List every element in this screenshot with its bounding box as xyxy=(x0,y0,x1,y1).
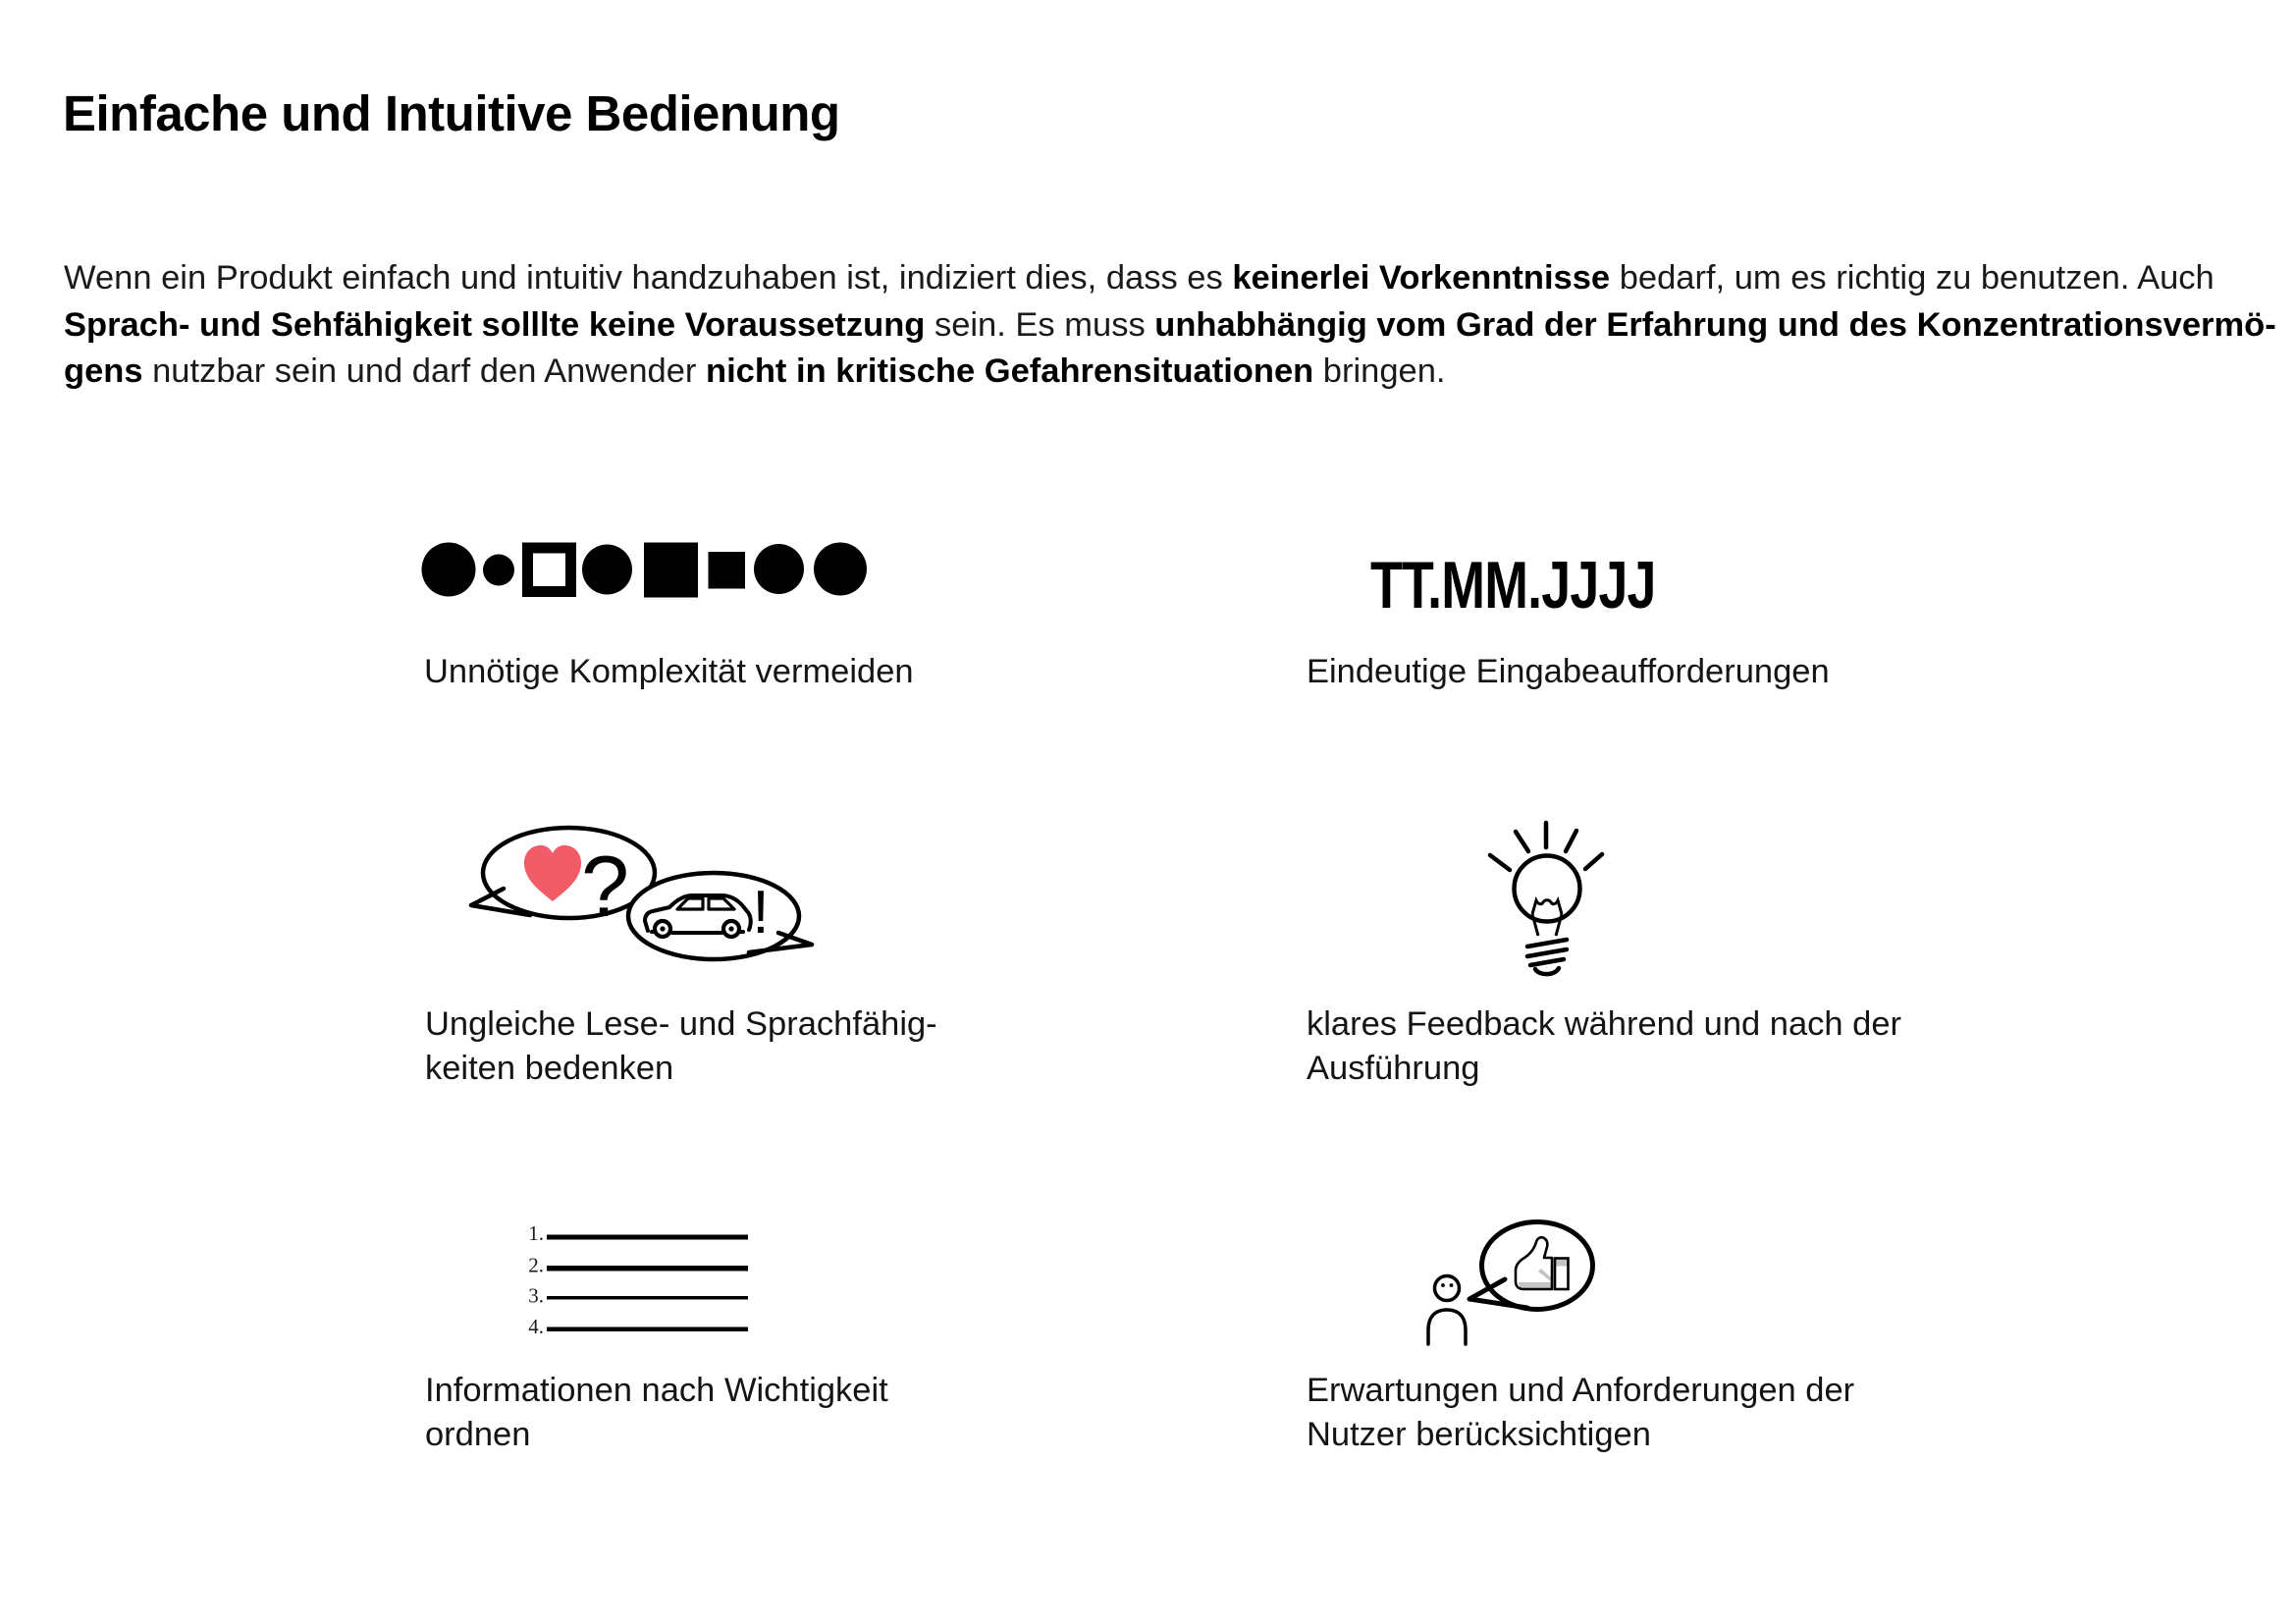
intro-line-2: Sprach- und Sehfähigkeit solllte keine Voraussetzung sein. Es muss unhabhängig vom Grad der Erfahrung und des Konzentrationsvermö- xyxy=(64,305,2276,344)
numbered-list-icon xyxy=(510,1213,761,1340)
intro-line-1: Wenn ein Produkt einfach und intuitiv handzuhaben ist, indiziert dies, dass es keinerlei Vorkenntnisse bedarf, um es richtig zu benutzen. Auch xyxy=(64,259,2215,297)
svg-text:3.: 3. xyxy=(528,1283,544,1308)
caption-priority: Informationen nach Wichtigkeit ordnen xyxy=(425,1372,888,1453)
caption-input-prompts: Eindeutige Eingabeaufforderungen xyxy=(1307,653,1830,690)
caption-feedback: klares Feedback während und nach der Ausführung xyxy=(1307,1005,1902,1087)
person-thumbs-up-icon xyxy=(1418,1213,1605,1350)
question-mark: ? xyxy=(581,838,629,935)
caption-expectations: Erwartungen und Anforderungen der Nutzer berücksichtigen xyxy=(1307,1372,1855,1453)
exclamation-mark: ! xyxy=(752,879,770,947)
lightbulb-icon xyxy=(1477,815,1615,982)
caption-language: Ungleiche Lese- und Sprachfähig- keiten bedenken xyxy=(425,1005,937,1087)
car-bubble xyxy=(628,873,812,959)
shapes-sequence-icon xyxy=(417,535,874,604)
caption-complexity: Unnötige Komplexität vermeiden xyxy=(424,653,914,690)
lightbulb-base xyxy=(1527,940,1567,974)
svg-text:2.: 2. xyxy=(528,1253,544,1277)
person-icon xyxy=(1428,1276,1466,1345)
svg-text:1.: 1. xyxy=(528,1221,544,1245)
intro-paragraph xyxy=(64,255,2276,396)
speech-bubbles-icon xyxy=(456,823,815,970)
svg-text:4.: 4. xyxy=(528,1315,544,1338)
thumbs-up-bubble xyxy=(1469,1222,1593,1310)
date-format-text: TT.MM.JJJJ xyxy=(1370,548,1656,623)
page-title: Einfache und Intuitive Bedienung xyxy=(63,85,840,141)
intro-line-3: gens nutzbar sein und darf den Anwender nicht in kritische Gefahrensituationen bringen. xyxy=(64,352,1446,390)
